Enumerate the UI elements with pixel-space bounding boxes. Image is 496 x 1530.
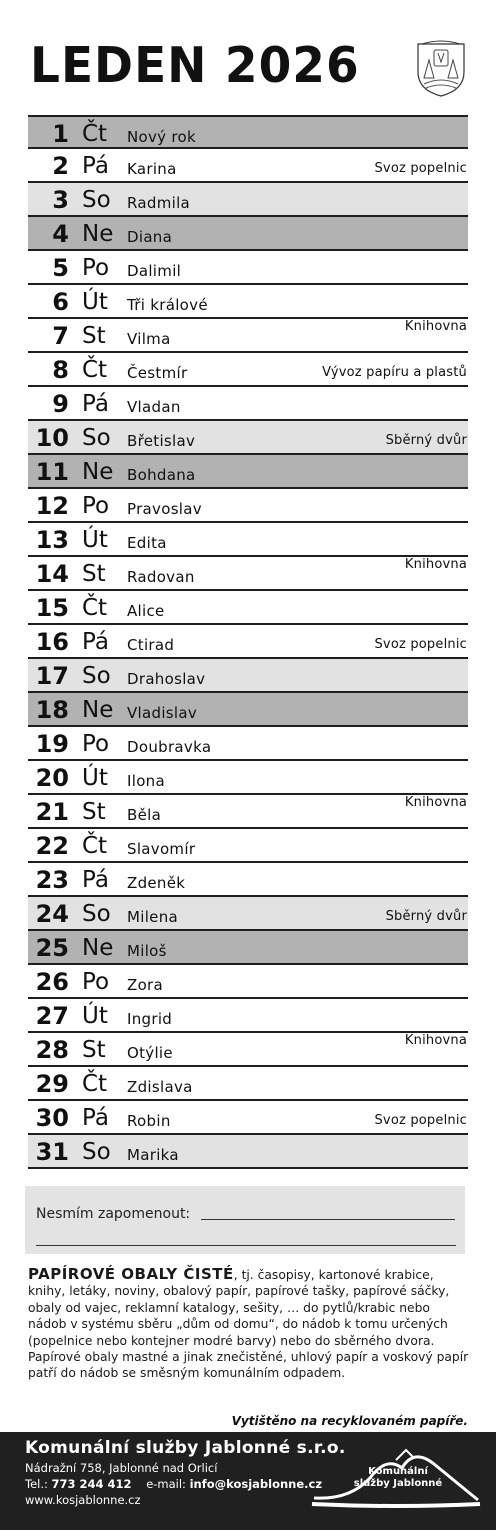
day-of-week: Pá bbox=[82, 153, 109, 179]
info-paragraph-1: , tj. časopisy, kartonové krabice, knihy, letáky, noviny, obalový papír, papírové tašky, papírové sáčky, obaly od vajec, reklamní katalogy, sešity, … do pytlů/krabic nebo nádob v systému sběru „dům od domu“, do nádob k tomu určených (popelnice nebo kontejner modré barvy) nebo do sběrného dvora. bbox=[28, 1268, 450, 1348]
name-day: Vilma bbox=[127, 330, 171, 348]
memo-box bbox=[25, 1186, 465, 1254]
day-row bbox=[28, 523, 468, 557]
day-row bbox=[28, 625, 468, 659]
name-day: Ilona bbox=[127, 772, 165, 790]
day-row bbox=[28, 591, 468, 625]
day-list bbox=[28, 115, 468, 1169]
day-number: 31 bbox=[35, 1138, 69, 1166]
day-note: Vývoz papíru a plastů bbox=[322, 365, 467, 380]
name-day: Marika bbox=[127, 1146, 179, 1164]
day-number: 26 bbox=[35, 968, 69, 996]
day-row bbox=[28, 1101, 468, 1135]
phone-number[interactable]: 773 244 412 bbox=[51, 1477, 132, 1491]
day-row bbox=[28, 1033, 468, 1067]
day-number: 2 bbox=[52, 152, 69, 180]
name-day: Doubravka bbox=[127, 738, 212, 756]
day-row bbox=[28, 999, 468, 1033]
name-day: Vladislav bbox=[127, 704, 198, 722]
name-day: Nový rok bbox=[127, 128, 197, 146]
town-crest-icon bbox=[414, 38, 468, 98]
day-note: Knihovna bbox=[404, 1033, 467, 1048]
name-day: Ingrid bbox=[127, 1010, 173, 1028]
day-row bbox=[28, 863, 468, 897]
day-row bbox=[28, 931, 468, 965]
tel-label: Tel.: bbox=[25, 1477, 52, 1491]
website-link[interactable]: www.kosjablonne.cz bbox=[25, 1493, 141, 1507]
day-of-week: St bbox=[82, 323, 106, 349]
footer bbox=[0, 1432, 496, 1530]
day-row bbox=[28, 489, 468, 523]
day-number: 1 bbox=[52, 120, 69, 148]
info-heading: PAPÍROVÉ OBALY ČISTÉ bbox=[28, 1265, 234, 1283]
day-number: 13 bbox=[35, 526, 69, 554]
day-of-week: St bbox=[82, 1037, 106, 1063]
day-row bbox=[28, 421, 468, 455]
day-of-week: Út bbox=[82, 527, 108, 553]
name-day: Radmila bbox=[127, 194, 191, 212]
day-row bbox=[28, 965, 468, 999]
day-of-week: Út bbox=[82, 765, 108, 791]
day-of-week: Ne bbox=[82, 935, 114, 961]
company-address: Nádražní 758, Jablonné nad Orlicí bbox=[25, 1461, 218, 1475]
day-number: 20 bbox=[35, 764, 69, 792]
day-number: 16 bbox=[35, 628, 69, 656]
day-of-week: Po bbox=[82, 969, 110, 995]
email-label: e-mail: bbox=[146, 1477, 190, 1491]
name-day: Zdeněk bbox=[127, 874, 186, 892]
day-row bbox=[28, 727, 468, 761]
day-row bbox=[28, 251, 468, 285]
name-day: Otýlie bbox=[127, 1044, 173, 1062]
day-of-week: Pá bbox=[82, 391, 109, 417]
day-of-week: So bbox=[82, 187, 111, 213]
day-number: 17 bbox=[35, 662, 69, 690]
logo-line-1: Komunální bbox=[368, 1466, 428, 1477]
name-day: Tři králové bbox=[127, 296, 208, 314]
name-day: Čestmír bbox=[127, 364, 188, 382]
day-of-week: So bbox=[82, 901, 111, 927]
company-contact bbox=[25, 1477, 322, 1491]
day-row bbox=[28, 693, 468, 727]
day-number: 30 bbox=[35, 1104, 69, 1132]
name-day: Alice bbox=[127, 602, 165, 620]
day-row bbox=[28, 659, 468, 693]
name-day: Dalimil bbox=[127, 262, 182, 280]
name-day: Zora bbox=[127, 976, 164, 994]
day-number: 9 bbox=[52, 390, 69, 418]
day-of-week: St bbox=[82, 561, 106, 587]
day-of-week: So bbox=[82, 663, 111, 689]
day-number: 10 bbox=[35, 424, 69, 452]
day-number: 15 bbox=[35, 594, 69, 622]
day-note: Svoz popelnic bbox=[374, 161, 467, 176]
day-of-week: Pá bbox=[82, 1105, 109, 1131]
day-of-week: So bbox=[82, 425, 111, 451]
day-number: 27 bbox=[35, 1002, 69, 1030]
name-day: Ctirad bbox=[127, 636, 175, 654]
day-number: 22 bbox=[35, 832, 69, 860]
day-of-week: Út bbox=[82, 289, 108, 315]
day-number: 4 bbox=[52, 220, 69, 248]
day-of-week: Pá bbox=[82, 629, 109, 655]
day-number: 5 bbox=[52, 254, 69, 282]
day-number: 14 bbox=[35, 560, 69, 588]
info-text bbox=[28, 1266, 472, 1382]
name-day: Drahoslav bbox=[127, 670, 206, 688]
day-row bbox=[28, 897, 468, 931]
day-row bbox=[28, 761, 468, 795]
day-number: 7 bbox=[52, 322, 69, 350]
company-name: Komunální služby Jablonné s.r.o. bbox=[25, 1438, 346, 1458]
day-number: 8 bbox=[52, 356, 69, 384]
name-day: Miloš bbox=[127, 942, 167, 960]
day-number: 19 bbox=[35, 730, 69, 758]
name-day: Radovan bbox=[127, 568, 195, 586]
day-number: 21 bbox=[35, 798, 69, 826]
day-number: 3 bbox=[52, 186, 69, 214]
name-day: Břetislav bbox=[127, 432, 196, 450]
day-row bbox=[28, 829, 468, 863]
day-of-week: Pá bbox=[82, 867, 109, 893]
day-of-week: Ne bbox=[82, 697, 114, 723]
name-day: Zdislava bbox=[127, 1078, 193, 1096]
logo-line-2: služby Jablonné bbox=[353, 1478, 443, 1489]
name-day: Slavomír bbox=[127, 840, 196, 858]
name-day: Pravoslav bbox=[127, 500, 202, 518]
month-title: LEDEN 2026 bbox=[30, 36, 360, 95]
day-note: Knihovna bbox=[404, 795, 467, 810]
day-note: Svoz popelnic bbox=[374, 637, 467, 652]
recycled-paper-note: Vytištěno na recyklovaném papíře. bbox=[231, 1414, 468, 1428]
name-day: Diana bbox=[127, 228, 173, 246]
day-row bbox=[28, 285, 468, 319]
memo-label: Nesmím zapomenout: bbox=[36, 1206, 191, 1222]
day-of-week: Po bbox=[82, 731, 110, 757]
day-number: 28 bbox=[35, 1036, 69, 1064]
day-of-week: Út bbox=[82, 1003, 108, 1029]
day-row bbox=[28, 319, 468, 353]
day-note: Sběrný dvůr bbox=[385, 909, 467, 924]
day-number: 6 bbox=[52, 288, 69, 316]
day-note: Knihovna bbox=[404, 557, 467, 572]
day-of-week: So bbox=[82, 1139, 111, 1165]
day-number: 12 bbox=[35, 492, 69, 520]
day-number: 25 bbox=[35, 934, 69, 962]
day-row bbox=[28, 217, 468, 251]
day-of-week: Čt bbox=[82, 121, 108, 147]
day-row bbox=[28, 1067, 468, 1101]
day-of-week: Ne bbox=[82, 221, 114, 247]
day-note: Knihovna bbox=[404, 319, 467, 334]
day-row bbox=[28, 795, 468, 829]
name-day: Běla bbox=[127, 806, 162, 824]
day-number: 18 bbox=[35, 696, 69, 724]
day-number: 24 bbox=[35, 900, 69, 928]
memo-line bbox=[36, 1245, 456, 1246]
day-of-week: Čt bbox=[82, 1071, 108, 1097]
day-row bbox=[28, 455, 468, 489]
name-day: Edita bbox=[127, 534, 167, 552]
day-note: Svoz popelnic bbox=[374, 1113, 467, 1128]
name-day: Vladan bbox=[127, 398, 181, 416]
day-of-week: St bbox=[82, 799, 106, 825]
day-of-week: Po bbox=[82, 493, 110, 519]
day-of-week: Ne bbox=[82, 459, 114, 485]
day-row bbox=[28, 387, 468, 421]
day-of-week: Čt bbox=[82, 833, 108, 859]
name-day: Bohdana bbox=[127, 466, 196, 484]
day-row bbox=[28, 115, 468, 149]
calendar-header bbox=[0, 0, 496, 112]
name-day: Karina bbox=[127, 160, 177, 178]
day-row bbox=[28, 149, 468, 183]
name-day: Milena bbox=[127, 908, 179, 926]
day-of-week: Čt bbox=[82, 357, 108, 383]
day-number: 23 bbox=[35, 866, 69, 894]
day-note: Sběrný dvůr bbox=[385, 433, 467, 448]
day-of-week: Čt bbox=[82, 595, 108, 621]
day-number: 11 bbox=[35, 458, 69, 486]
email-link[interactable]: info@kosjablonne.cz bbox=[189, 1477, 323, 1491]
day-row bbox=[28, 1135, 468, 1169]
day-row bbox=[28, 353, 468, 387]
name-day: Robin bbox=[127, 1112, 171, 1130]
day-of-week: Po bbox=[82, 255, 110, 281]
day-number: 29 bbox=[35, 1070, 69, 1098]
logo-text bbox=[350, 1466, 446, 1490]
day-row bbox=[28, 557, 468, 591]
memo-line bbox=[201, 1219, 455, 1220]
info-paragraph-2: Papírové obaly mastné a jinak znečistěné, uhlový papír a voskový papír patří do nádob se směsným komunálním odpadem. bbox=[28, 1350, 469, 1381]
day-row bbox=[28, 183, 468, 217]
